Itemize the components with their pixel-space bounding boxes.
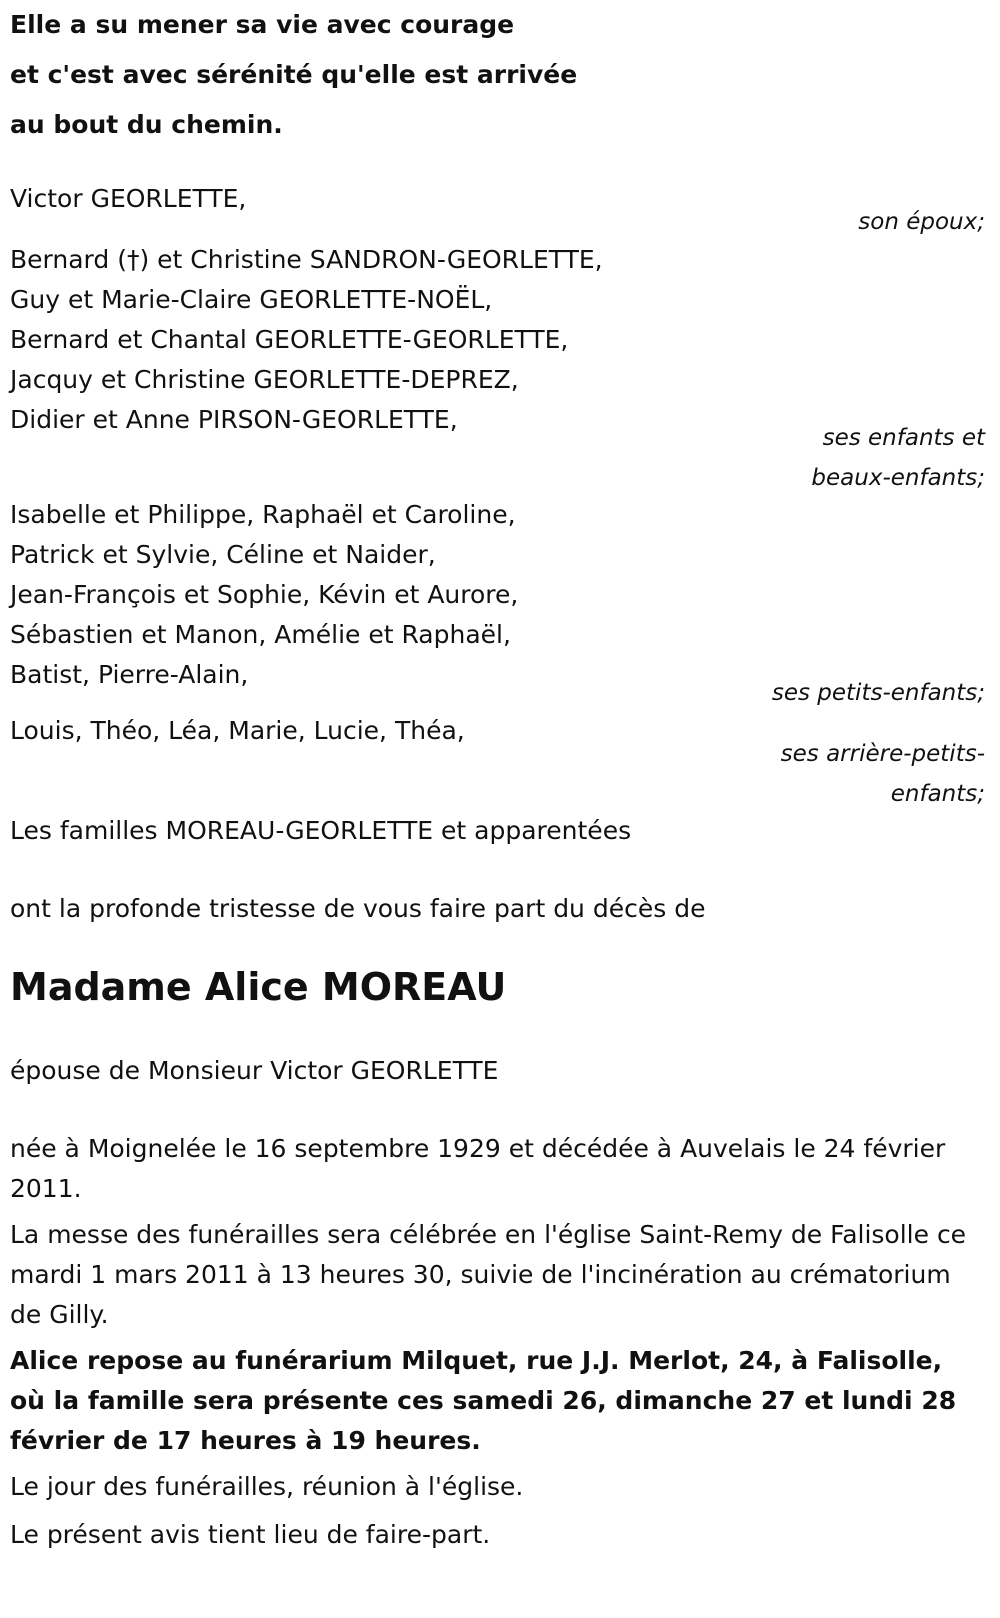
children-relation-line: beaux-enfants; bbox=[811, 465, 985, 491]
grandchild-line: Patrick et Sylvie, Céline et Naider, bbox=[10, 540, 436, 569]
child-couple: Bernard (†) et Christine SANDRON-GEORLETTE, bbox=[10, 245, 603, 274]
funerarium-paragraph: Alice repose au funérarium Milquet, rue J.J. Merlot, 24, à Falisolle, où la famille sera présente ces samedi 26, dimanche 27 et lundi 28 février de 17 heures à 19 heures. bbox=[10, 1346, 957, 1455]
notice-line: Le présent avis tient lieu de faire-part. bbox=[10, 1520, 491, 1549]
families-line: Les familles MOREAU-GEORLETTE et apparentées bbox=[10, 816, 632, 845]
great-grandchildren-relation-line: enfants; bbox=[890, 781, 985, 807]
children-block bbox=[10, 240, 990, 440]
great-grandchildren-relation-line: ses arrière-petits- bbox=[780, 741, 985, 767]
great-grandchild-line: Louis, Théo, Léa, Marie, Lucie, Théa, bbox=[10, 716, 465, 745]
spouse-of-line: épouse de Monsieur Victor GEORLETTE bbox=[10, 1056, 499, 1085]
spouse-relation: son époux; bbox=[858, 209, 985, 235]
grandchild-line: Jean-François et Sophie, Kévin et Aurore, bbox=[10, 580, 519, 609]
spouse-name: Victor GEORLETTE, bbox=[10, 184, 247, 213]
grandchildren-relation: ses petits-enfants; bbox=[771, 680, 985, 706]
children-relation-line: ses enfants et bbox=[822, 425, 985, 451]
quote-line: au bout du chemin. bbox=[10, 110, 283, 139]
deceased-name: Madame Alice MOREAU bbox=[10, 965, 507, 1009]
quote-line: Elle a su mener sa vie avec courage bbox=[10, 10, 515, 39]
child-couple: Jacquy et Christine GEORLETTE-DEPREZ, bbox=[10, 365, 519, 394]
announcement-line: ont la profonde tristesse de vous faire part du décès de bbox=[10, 894, 706, 923]
quote-line: et c'est avec sérénité qu'elle est arrivée bbox=[10, 60, 578, 89]
mass-paragraph: La messe des funérailles sera célébrée en l'église Saint-Remy de Falisolle ce mardi 1 mars 2011 à 13 heures 30, suivie de l'incinération au crématorium de Gilly. bbox=[10, 1220, 967, 1329]
meeting-line: Le jour des funérailles, réunion à l'église. bbox=[10, 1472, 524, 1501]
grandchild-line: Isabelle et Philippe, Raphaël et Caroline, bbox=[10, 500, 516, 529]
grandchildren-block bbox=[10, 495, 990, 695]
child-couple: Guy et Marie-Claire GEORLETTE-NOËL, bbox=[10, 285, 493, 314]
child-couple: Bernard et Chantal GEORLETTE-GEORLETTE, bbox=[10, 325, 569, 354]
birth-death-paragraph: née à Moignelée le 16 septembre 1929 et décédée à Auvelais le 24 février 2011. bbox=[10, 1134, 946, 1203]
grandchild-line: Sébastien et Manon, Amélie et Raphaël, bbox=[10, 620, 511, 649]
great-grandchildren-relation bbox=[10, 734, 985, 814]
grandchild-line: Batist, Pierre-Alain, bbox=[10, 660, 249, 689]
children-relation bbox=[10, 418, 985, 498]
opening-quote bbox=[10, 0, 577, 150]
child-couple: Didier et Anne PIRSON-GEORLETTE, bbox=[10, 405, 458, 434]
